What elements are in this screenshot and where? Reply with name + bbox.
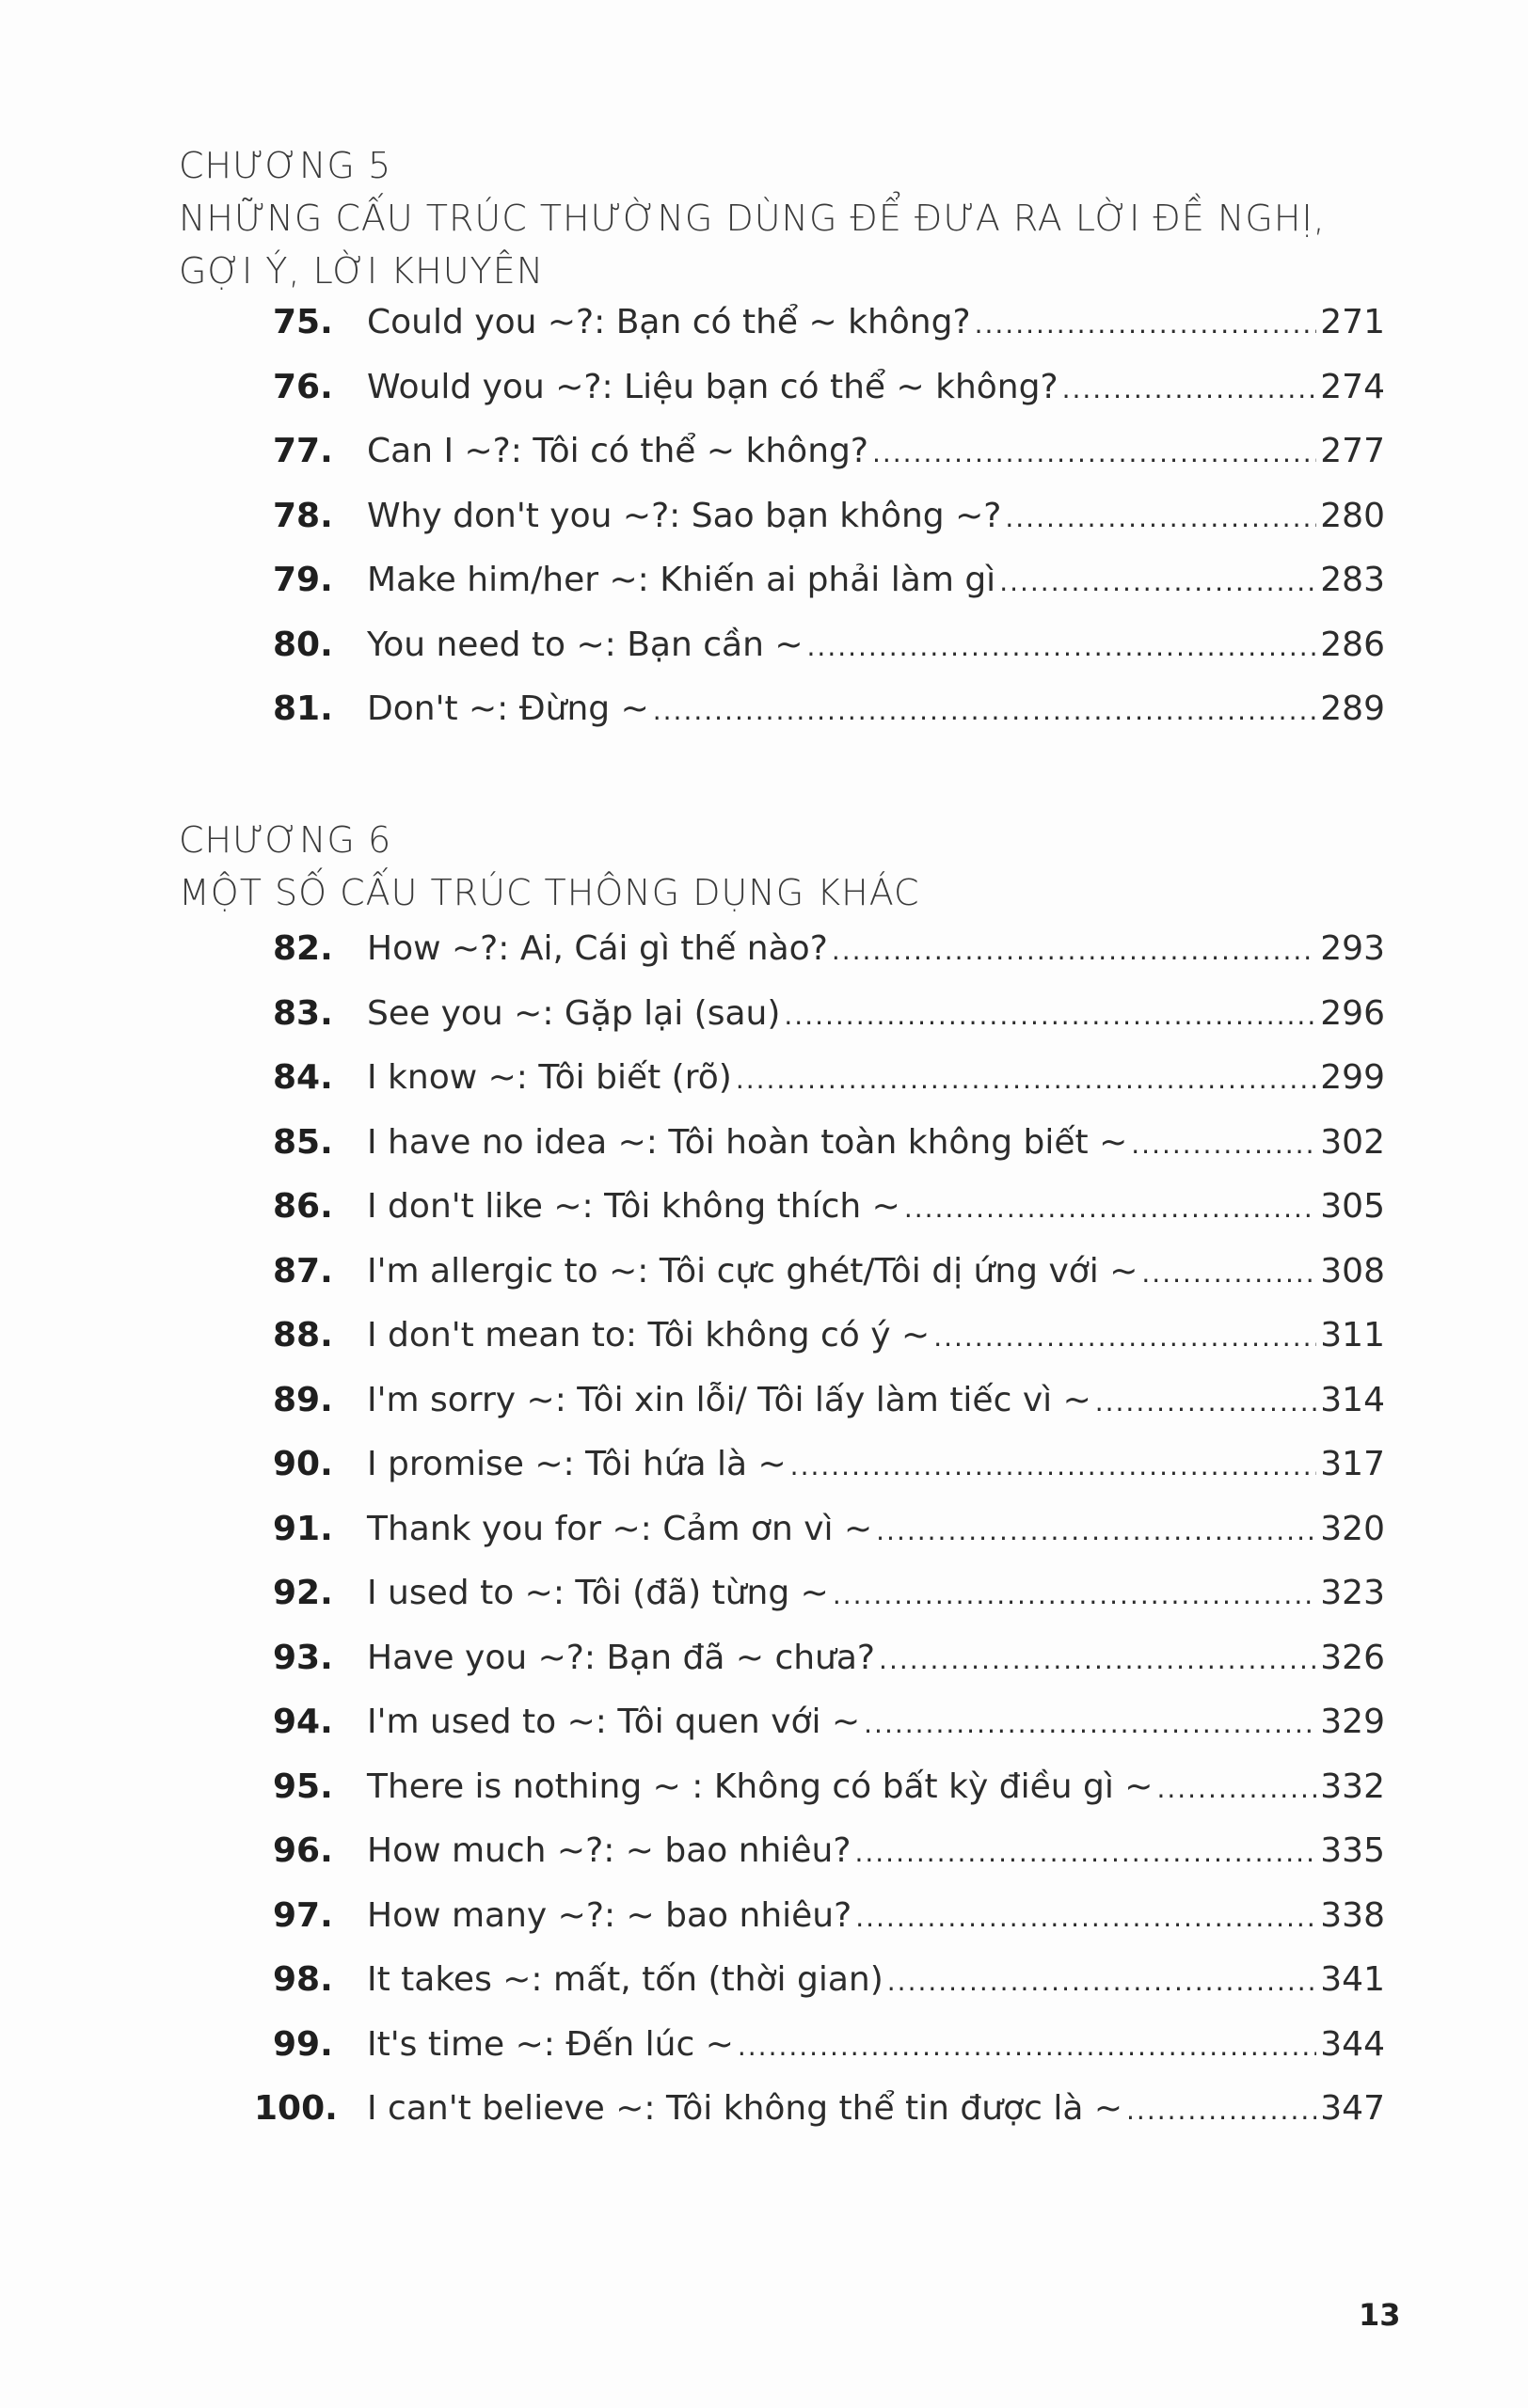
chapter-5-heading [179, 139, 1402, 297]
toc-entry[interactable] [254, 2089, 1385, 2154]
entry-page: 326 [1320, 1638, 1385, 1677]
toc-entry[interactable] [273, 1251, 1385, 1317]
entry-number: 80. [273, 625, 333, 664]
entry-number: 94. [273, 1703, 333, 1741]
entry-number: 81. [273, 689, 333, 728]
entry-title: Can I ~?: Tôi có thể ~ không? [367, 432, 868, 470]
entry-title: There is nothing ~ : Không có bất kỳ điều gì ~ [367, 1766, 1154, 1806]
toc-entry[interactable] [273, 561, 1385, 626]
toc-entry[interactable] [273, 1509, 1385, 1575]
toc-entry[interactable] [273, 1187, 1385, 1252]
dot-leader [1126, 2095, 1316, 2126]
entry-page: 286 [1320, 625, 1385, 664]
dot-leader [738, 2031, 1316, 2062]
entry-title: Would you ~?: Liệu bạn có thể ~ không? [367, 367, 1058, 406]
chapter-label: CHƯƠNG 5 [179, 145, 392, 186]
toc-entry[interactable] [273, 1766, 1385, 1832]
toc-entry[interactable] [273, 1445, 1385, 1510]
toc-entry[interactable] [273, 1380, 1385, 1446]
entry-number: 90. [273, 1445, 333, 1483]
chapter-title: MỘT SỐ CẤU TRÚC THÔNG DỤNG KHÁC [179, 872, 920, 913]
entry-title: Make him/her ~: Khiến ai phải làm gì [367, 561, 996, 599]
entry-title: I can't believe ~: Tôi không thể tin được là ~ [367, 2089, 1123, 2128]
entry-number: 99. [273, 2024, 333, 2064]
entry-page: 314 [1320, 1380, 1385, 1419]
dot-leader [736, 1064, 1316, 1095]
toc-entry[interactable] [273, 432, 1385, 497]
toc-entry[interactable] [273, 1122, 1385, 1188]
entry-page: 332 [1320, 1766, 1385, 1806]
entry-number: 82. [273, 929, 333, 968]
entry-title: How much ~?: ~ bao nhiêu? [367, 1831, 852, 1870]
toc-entry[interactable] [273, 689, 1385, 754]
entry-title: Don't ~: Đừng ~ [367, 689, 649, 728]
entry-page: 299 [1320, 1058, 1385, 1097]
toc-entry[interactable] [273, 2024, 1385, 2090]
entry-title: I used to ~: Tôi (đã) từng ~ [367, 1574, 829, 1612]
entry-page: 296 [1320, 993, 1385, 1033]
dot-leader [864, 1708, 1316, 1739]
entry-page: 302 [1320, 1122, 1385, 1162]
entry-title: Thank you for ~: Cảm ơn vì ~ [367, 1509, 873, 1548]
dot-leader [933, 1322, 1316, 1353]
toc-entry[interactable] [273, 1960, 1385, 2025]
dot-leader [855, 1902, 1316, 1933]
dot-leader [872, 437, 1316, 468]
dot-leader [784, 1000, 1316, 1031]
entry-title: It's time ~: Đến lúc ~ [367, 2024, 734, 2064]
entry-title: I don't mean to: Tôi không có ý ~ [367, 1316, 931, 1354]
entry-page: 341 [1320, 1960, 1385, 1999]
entry-number: 78. [273, 496, 333, 535]
entry-number: 77. [273, 432, 333, 470]
entry-number: 75. [273, 303, 333, 341]
entry-title: Could you ~?: Bạn có thể ~ không? [367, 303, 971, 341]
entry-title: I'm used to ~: Tôi quen với ~ [367, 1703, 861, 1741]
chapter-5-entries [273, 303, 1385, 754]
toc-entry[interactable] [273, 1895, 1385, 1961]
entry-title: Have you ~?: Bạn đã ~ chưa? [367, 1638, 876, 1677]
entry-page: 338 [1320, 1895, 1385, 1935]
entry-page: 293 [1320, 929, 1385, 968]
entry-number: 89. [273, 1380, 333, 1419]
entry-number: 76. [273, 367, 333, 406]
entry-page: 280 [1320, 496, 1385, 535]
entry-number: 91. [273, 1509, 333, 1548]
toc-entry[interactable] [273, 1316, 1385, 1381]
entry-page: 320 [1320, 1509, 1385, 1548]
chapter-6-heading [179, 814, 1402, 919]
entry-page: 305 [1320, 1187, 1385, 1226]
entry-title: How ~?: Ai, Cái gì thế nào? [367, 929, 828, 968]
entry-number: 79. [273, 561, 333, 599]
toc-entry[interactable] [273, 993, 1385, 1059]
toc-entry[interactable] [273, 1638, 1385, 1703]
entry-page: 329 [1320, 1703, 1385, 1741]
dot-leader [807, 631, 1317, 662]
toc-entry[interactable] [273, 1058, 1385, 1123]
entry-title: I'm sorry ~: Tôi xin lỗi/ Tôi lấy làm tiếc vì ~ [367, 1380, 1091, 1419]
dot-leader [879, 1644, 1316, 1675]
dot-leader [1156, 1773, 1316, 1804]
dot-leader [653, 695, 1317, 726]
toc-entry[interactable] [273, 1574, 1385, 1639]
chapter-label: CHƯƠNG 6 [179, 819, 392, 861]
entry-number: 84. [273, 1058, 333, 1097]
entry-number: 93. [273, 1638, 333, 1677]
dot-leader [1062, 373, 1317, 404]
entry-number: 97. [273, 1895, 333, 1935]
entry-page: 311 [1320, 1316, 1385, 1354]
entry-number: 88. [273, 1316, 333, 1354]
entry-title: I'm allergic to ~: Tôi cực ghét/Tôi dị ứng với ~ [367, 1251, 1138, 1291]
toc-entry[interactable] [273, 929, 1385, 994]
entry-number: 85. [273, 1122, 333, 1162]
dot-leader [876, 1515, 1316, 1546]
entry-title: You need to ~: Bạn cần ~ [367, 625, 804, 664]
entry-page: 323 [1320, 1574, 1385, 1612]
chapter-title: NHỮNG CẤU TRÚC THƯỜNG DÙNG ĐỂ ĐƯA RA LỜI ĐỀ NGHỊ, GỢI Ý, LỜI KHUYÊN [179, 198, 1326, 292]
entry-title: See you ~: Gặp lại (sau) [367, 993, 781, 1033]
entry-number: 87. [273, 1251, 333, 1291]
entry-number: 86. [273, 1187, 333, 1226]
entry-title: I know ~: Tôi biết (rõ) [367, 1058, 732, 1097]
dot-leader [790, 1450, 1317, 1481]
entry-title: Why don't you ~?: Sao bạn không ~? [367, 496, 1002, 535]
toc-entry[interactable] [273, 303, 1385, 368]
dot-leader [1095, 1386, 1317, 1418]
toc-entry[interactable] [273, 1831, 1385, 1896]
entry-page: 335 [1320, 1831, 1385, 1870]
entry-number: 95. [273, 1766, 333, 1806]
entry-title: I don't like ~: Tôi không thích ~ [367, 1187, 900, 1226]
chapter-6-entries [254, 929, 1385, 2154]
entry-page: 317 [1320, 1445, 1385, 1483]
entry-title: I promise ~: Tôi hứa là ~ [367, 1445, 787, 1483]
entry-page: 308 [1320, 1251, 1385, 1291]
entry-page: 347 [1320, 2089, 1385, 2128]
page-number: 13 [1359, 2297, 1401, 2333]
toc-entry[interactable] [273, 496, 1385, 562]
dot-leader [1141, 1258, 1316, 1289]
entry-title: How many ~?: ~ bao nhiêu? [367, 1895, 852, 1935]
dot-leader [904, 1193, 1316, 1224]
entry-number: 96. [273, 1831, 333, 1870]
entry-page: 283 [1320, 561, 1385, 599]
dot-leader [832, 935, 1316, 966]
dot-leader [1131, 1129, 1316, 1160]
toc-entry[interactable] [273, 367, 1385, 433]
toc-entry[interactable] [273, 1703, 1385, 1767]
entry-page: 277 [1320, 432, 1385, 470]
entry-page: 274 [1320, 367, 1385, 406]
entry-number: 98. [273, 1960, 333, 1999]
dot-leader [999, 566, 1316, 597]
entry-page: 344 [1320, 2024, 1385, 2064]
entry-number: 83. [273, 993, 333, 1033]
entry-number: 92. [273, 1574, 333, 1612]
entry-page: 289 [1320, 689, 1385, 728]
dot-leader [887, 1966, 1317, 1997]
entry-title: It takes ~: mất, tốn (thời gian) [367, 1960, 883, 1999]
entry-page: 271 [1320, 303, 1385, 341]
dot-leader [833, 1579, 1316, 1610]
entry-number: 100. [254, 2089, 338, 2128]
toc-entry[interactable] [273, 625, 1385, 690]
dot-leader [975, 309, 1317, 340]
entry-title: I have no idea ~: Tôi hoàn toàn không biết ~ [367, 1122, 1128, 1162]
dot-leader [1005, 502, 1316, 533]
dot-leader [854, 1837, 1316, 1868]
